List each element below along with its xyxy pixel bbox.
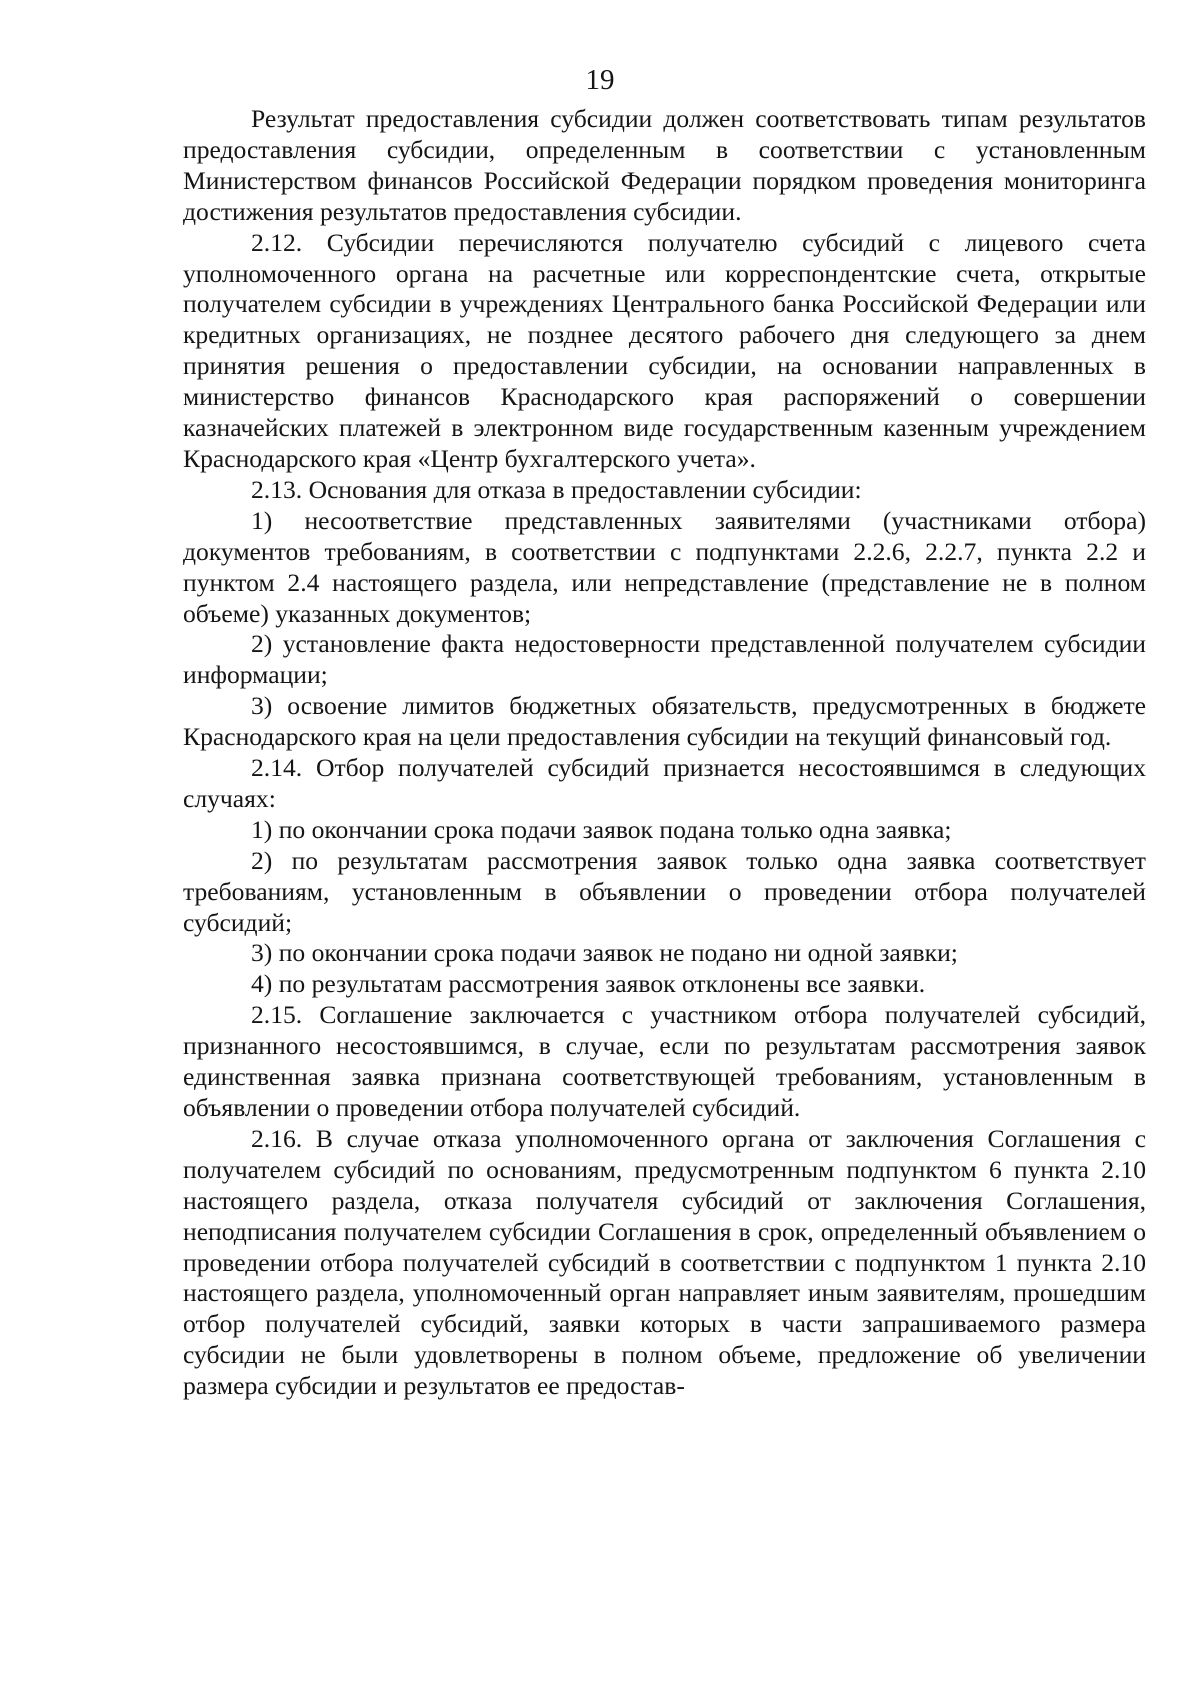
document-body xyxy=(183,104,1146,1402)
paragraph-2-15: 2.15. Соглашение заключается с участником отбора получателей субсидий, признанного несостоявшимся, в случае, если по результатам рассмотрения заявок единственная заявка признана соответствующей требованиям, установленным в объявлении о проведении отбора получателей субсидий. xyxy=(183,1000,1146,1122)
paragraph-2-13: 2.13. Основания для отказа в предоставлении субсидии: xyxy=(251,474,862,504)
page-number: 19 xyxy=(585,64,615,96)
paragraph-2-14: 2.14. Отбор получателей субсидий признается несостоявшимся в следующих случаях: xyxy=(183,753,1146,813)
paragraph-2-16: 2.16. В случае отказа уполномоченного органа от заключения Соглашения с получателем субсидий по основаниям, предусмотренным подпунктом 6 пункта 2.10 настоящего раздела, отказа получателя субсидий от заключения Соглашения, неподписания получателем субсидии Соглашения в срок, определенный объявлением о проведении отбора получателей субсидий в соответствии с подпунктом 1 пункта 2.10 настоящего раздела, уполномоченный орган направляет иным заявителям, прошедшим отбор получателей субсидий, заявки которых в части запрашиваемого размера субсидии не были удовлетворены в полном объеме, предложение об увеличении размера субсидии и результатов ее предостав- xyxy=(183,1123,1146,1401)
list-item-2-13-1: 1) несоответствие представленных заявителями (участниками отбора) документов требованиям, в соответствии с подпунктами 2.2.6, 2.2.7, пункта 2.2 и пунктом 2.4 настоящего раздела, или непредставление (представление не в полном объеме) указанных документов; xyxy=(183,505,1146,628)
list-item-2-13-2: 2) установление факта недостоверности представленной получателем субсидии информации; xyxy=(183,629,1146,690)
list-item-2-14-3: 3) по окончании срока подачи заявок не подано ни одной заявки; xyxy=(251,938,958,968)
paragraph-2-12: 2.12. Субсидии перечисляются получателю субсидий с лицевого счета уполномоченного органа на расчетные или корреспондентские счета, открытые получателем субсидии в учреждениях Центрального банка Российской Федерации или кредитных организациях, не позднее десятого рабочего дня следующего за днем принятия решения о предоставлении субсидии, на основании направленных в министерство финансов Краснодарского края распоряжений о совершении казначейских платежей в электронном виде государственным казенным учреждением Краснодарского края «Центр бухгалтерского учета». xyxy=(183,227,1146,473)
paragraph-subsidy-result-types: Результат предоставления субсидии должен соответствовать типам результатов предоставления субсидии, определенным в соответствии с установленным Министерством финансов Российской Федерации порядком проведения мониторинга достижения результатов предоставления субсидии. xyxy=(183,104,1146,226)
list-item-2-13-3: 3) освоение лимитов бюджетных обязательств, предусмотренных в бюджете Краснодарского края на цели предоставления субсидии на текущий финансовый год. xyxy=(183,691,1146,752)
list-item-2-14-4: 4) по результатам рассмотрения заявок отклонены все заявки. xyxy=(251,969,926,999)
list-item-2-14-2: 2) по результатам рассмотрения заявок только одна заявка соответствует требованиям, установленным в объявлении о проведении отбора получателей субсидий; xyxy=(183,845,1146,937)
list-item-2-14-1: 1) по окончании срока подачи заявок подана только одна заявка; xyxy=(251,814,952,844)
